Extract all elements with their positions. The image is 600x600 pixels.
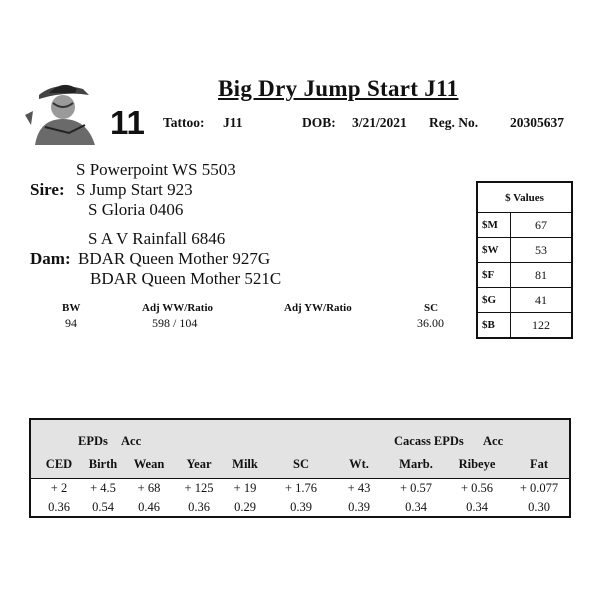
dollar-value-label: $B (477, 313, 511, 339)
epd-label-marb: Marb. (399, 457, 433, 471)
dollar-value: 122 (511, 313, 573, 339)
dam-name: BDAR Queen Mother 927G (78, 249, 271, 268)
reg-value: 20305637 (510, 115, 564, 130)
epd-epd-wt: + 43 (347, 481, 371, 495)
dollar-value: 41 (511, 288, 573, 313)
tattoo-value: J11 (223, 115, 243, 130)
sc-label: SC (424, 302, 439, 314)
bw-value: 94 (65, 316, 77, 330)
sire-dam: S Gloria 0406 (88, 200, 184, 219)
lot-number: 11 (110, 104, 145, 141)
epd-acc-fat: 0.30 (528, 500, 550, 514)
epd-epd-year: + 125 (184, 481, 214, 495)
dollar-value: 81 (511, 263, 573, 288)
dollar-value-label: $M (477, 213, 511, 238)
epd-label-wt: Wt. (349, 457, 369, 471)
epd-epd-sc: + 1.76 (284, 481, 318, 495)
dam-dam: BDAR Queen Mother 521C (90, 269, 282, 288)
epd-epd-milk: + 19 (233, 481, 257, 495)
epd-label-fat: Fat (529, 457, 549, 471)
epd-acc-wt: 0.39 (348, 500, 370, 514)
sc-value: 36.00 (417, 316, 444, 330)
cowboy-sketch-image (25, 75, 103, 145)
epd-epd-fat: + 0.077 (519, 481, 559, 495)
epd-label-ribeye: Ribeye (458, 457, 496, 471)
dam-sire: S A V Rainfall 6846 (88, 229, 226, 248)
dollar-value-row (477, 238, 572, 263)
dollar-value-label: $F (477, 263, 511, 288)
dob-label: DOB: (302, 115, 336, 130)
epd-epd-ribeye: + 0.56 (460, 481, 494, 495)
dollar-value-row (477, 288, 572, 313)
epd-epd-marb: + 0.57 (399, 481, 433, 495)
dam-label: Dam: (30, 249, 71, 268)
yw-label: Adj YW/Ratio (284, 302, 352, 314)
epd-label-sc: SC (293, 457, 309, 471)
epd-label-milk: Milk (232, 457, 258, 471)
epd-table (29, 418, 571, 518)
epd-label-birth: Birth (88, 457, 118, 471)
dollar-values-title: $ Values (477, 182, 572, 213)
epd-epd-birth: + 4.5 (90, 481, 116, 495)
epd-acc-marb: 0.34 (405, 500, 427, 514)
ww-label: Adj WW/Ratio (142, 302, 213, 314)
epd-epd-wean: + 68 (137, 481, 161, 495)
animal-name-title: Big Dry Jump Start J11 (218, 76, 459, 101)
epd-label-year: Year (186, 457, 212, 471)
epds-acc-label: Acc (121, 434, 142, 448)
dollar-value: 53 (511, 238, 573, 263)
epd-label-wean: Wean (133, 457, 165, 471)
epd-acc-sc: 0.39 (290, 500, 312, 514)
dollar-value: 67 (511, 213, 573, 238)
dollar-values-table (476, 181, 573, 339)
dob-value: 3/21/2021 (352, 115, 407, 130)
epd-acc-birth: 0.54 (92, 500, 114, 514)
dollar-value-label: $G (477, 288, 511, 313)
epds-group-label: EPDs (78, 434, 108, 448)
epd-acc-milk: 0.29 (234, 500, 256, 514)
carcass-epds-group-label: Cacass EPDs (394, 434, 464, 448)
sire-sire: S Powerpoint WS 5503 (76, 160, 236, 179)
dollar-value-row (477, 313, 572, 339)
bw-label: BW (62, 302, 81, 314)
dollar-value-label: $W (477, 238, 511, 263)
sire-name: S Jump Start 923 (76, 180, 193, 199)
ww-value: 598 / 104 (152, 316, 198, 330)
dollar-value-row (477, 213, 572, 238)
epd-acc-year: 0.36 (188, 500, 210, 514)
epd-acc-wean: 0.46 (138, 500, 160, 514)
epd-acc-ced: 0.36 (48, 500, 70, 514)
sire-label: Sire: (30, 180, 65, 199)
epd-epd-ced: + 2 (50, 481, 68, 495)
reg-label: Reg. No. (429, 115, 479, 130)
epd-label-ced: CED (45, 457, 73, 471)
dollar-value-row (477, 263, 572, 288)
carcass-acc-label: Acc (483, 434, 504, 448)
tattoo-label: Tattoo: (163, 115, 205, 130)
epd-acc-ribeye: 0.34 (466, 500, 488, 514)
